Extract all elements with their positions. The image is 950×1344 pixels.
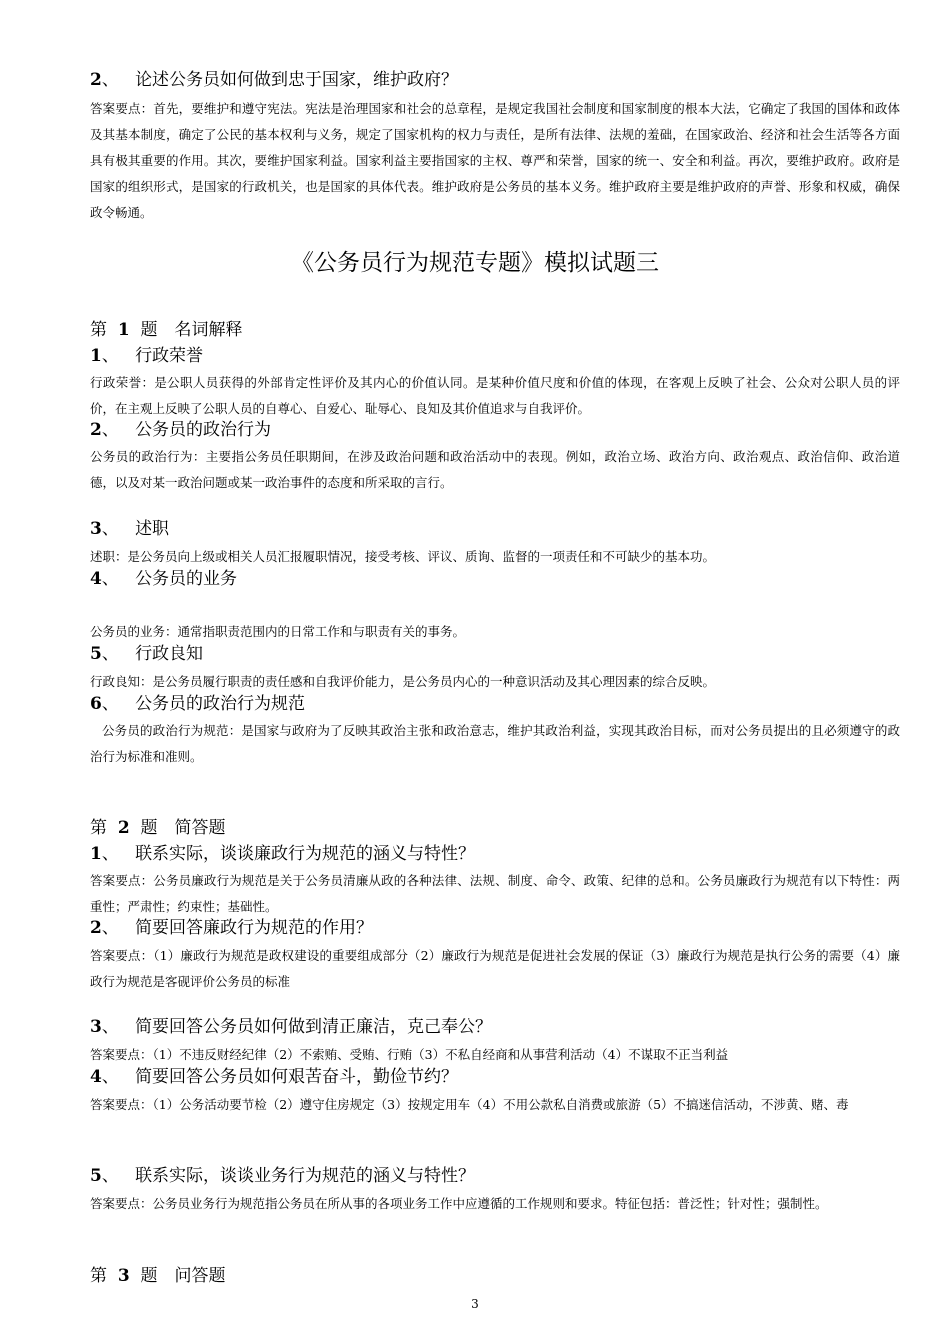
term-heading: 1、 行政荣誉 [90,346,204,366]
term-heading: 3、 述职 [90,519,170,539]
answer-paragraph: 答案要点：（1）公务活动要节检（2）遵守住房规定（3）按规定用车（4）不用公款私自消费或旅游（5）不搞迷信活动，不涉黄、赌、毒 [90,1097,849,1112]
section-heading-3: 第 3 题 问答题 [90,1266,226,1286]
page-number: 3 [471,1297,479,1311]
question-heading [90,68,900,92]
question-text: 论述公务员如何做到忠于国家，维护政府？ [135,70,459,90]
question-heading: 1、 联系实际，谈谈廉政行为规范的涵义与特性？ [90,844,476,864]
term-definition: 公务员的政治行为规范：是国家与政府为了反映其政治主张和政治意志，维护其政治利益，实现其政治目标，而对公务员提出的且必须遵守的政治行为标准和准则。 [90,723,900,764]
answer-paragraph: 答案要点：公务员业务行为规范指公务员在所从事的各项业务工作中应遵循的工作规则和要求。特征包括：普泛性；针对性；强制性。 [90,1196,828,1211]
section-heading-2: 第 2 题 简答题 [90,818,226,838]
question-heading: 5、 联系实际，谈谈业务行为规范的涵义与特性？ [90,1166,476,1186]
term-definition: 行政良知：是公务员履行职责的责任感和自我评价能力，是公务员内心的一种意识活动及其心理因素的综合反映。 [90,674,716,689]
page-title: 《公务员行为规范专题》模拟试题三 [291,250,659,276]
answer-paragraph: 答案要点：（1）廉政行为规范是政权建设的重要组成部分（2）廉政行为规范是促进社会发展的保证（3）廉政行为规范是执行公务的需要（4）廉政行为规范是客砚评价公务员的标准 [90,948,900,989]
term-heading: 5、 行政良知 [90,644,204,664]
answer-paragraph: 答案要点：（1）不违反财经纪律（2）不索贿、受贿、行贿（3）不私自经商和从事营利活动（4）不谋取不正当利益 [90,1047,729,1062]
question-heading: 3、 简要回答公务员如何做到清正廉洁，克己奉公？ [90,1017,493,1037]
question-heading: 4、 简要回答公务员如何艰苦奋斗，勤俭节约？ [90,1067,459,1087]
section-heading-1: 第 1 题 名词解释 [90,320,243,340]
question-heading: 2、 简要回答廉政行为规范的作用？ [90,918,374,938]
answer-paragraph: 答案要点：公务员廉政行为规范是关于公务员清廉从政的各种法律、法规、制度、命令、政策、纪律的总和。公务员廉政行为规范有以下特性：两重性；严肃性；约束性；基础性。 [90,873,900,914]
term-definition: 行政荣誉：是公职人员获得的外部肯定性评价及其内心的价值认同。是某种价值尺度和价值的体现，在客观上反映了社会、公众对公职人员的评价，在主观上反映了公职人员的自尊心、自爱心、耻辱心、良知及其价值追求与自我评价。 [90,375,900,416]
term-heading: 2、 公务员的政治行为 [90,420,272,440]
answer-paragraph: 答案要点：首先，要维护和遵守宪法。宪法是治理国家和社会的总章程，是规定我国社会制度和国家制度的根本大法，它确定了我国的国体和政体及其基本制度，确定了公民的基本权利与义务，规定了国家机构的权力与责任，是所有法律、法规的羞础，在国家政治、经济和社会生活等各方面具有极其重要的作用。其次，要维护国家利益。国家利益主要指国家的主权、尊严和荣誉，国家的统一、安全和利益。再次，要维护政府。政府是国家的组织形式，是国家的行政机关，也是国家的具体代表。维护政府是公务员的基本义务。维护政府主要是维护政府的声誉、形象和权威，确保政令畅通。 [90,101,900,220]
term-heading: 4、 公务员的业务 [90,569,238,589]
question-number: 2 [90,70,102,90]
term-definition: 述职：是公务员向上级或相关人员汇报履职情况，接受考核、评议、质询、监督的一项责任和不可缺少的基本功。 [90,549,716,564]
separator: 、 [101,70,119,90]
term-definition: 公务员的政治行为：主要指公务员任职期间，在涉及政治问题和政治活动中的表现。例如，政治立场、政治方向、政治观点、政治信仰、政治道德，以及对某一政治问题或某一政治事件的态度和所采取的言行。 [90,449,900,490]
term-definition: 公务员的业务：通常指职责范围内的日常工作和与职责有关的事务。 [90,624,466,639]
term-heading: 6、 公务员的政治行为规范 [90,694,306,714]
